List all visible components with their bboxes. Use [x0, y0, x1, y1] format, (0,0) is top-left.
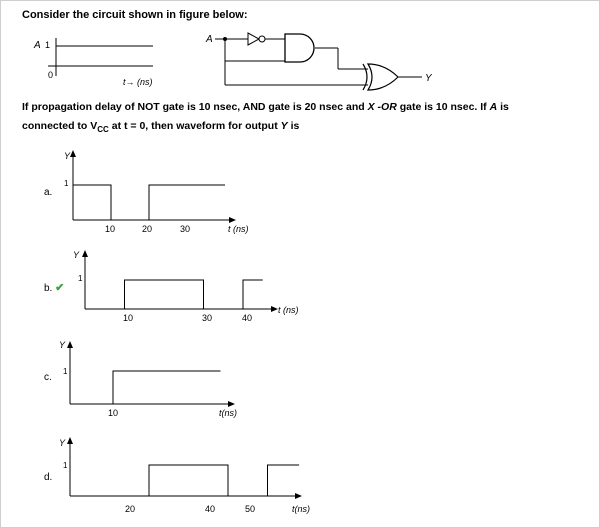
input-signal-label: A [34, 40, 41, 51]
option-b-y-label: Y [73, 250, 80, 260]
and-gate [285, 34, 314, 62]
option-d-y-label: Y [59, 438, 66, 448]
option-a-label[interactable]: a. [44, 187, 53, 198]
question-statement-line1 [22, 101, 509, 113]
option-b-axis-label: t (ns) [278, 305, 299, 315]
option-d-one-label: 1 [63, 461, 68, 470]
option-c-one-label: 1 [63, 367, 68, 376]
statement-text: connected to V [22, 120, 98, 132]
option-d-tick-3: 50 [245, 504, 256, 514]
option-c-waveform[interactable] [57, 336, 277, 421]
circuit-output-label: Y [425, 73, 432, 84]
statement-var-y: Y [280, 120, 288, 132]
option-a-x-arrow [229, 217, 236, 223]
option-d-axis-label: t(ns) [292, 504, 310, 514]
input-waveform [28, 36, 188, 96]
option-b-wave [85, 280, 263, 309]
option-d-waveform[interactable] [57, 432, 337, 517]
option-d-label[interactable]: d. [44, 472, 53, 483]
option-b-y-arrow [82, 250, 88, 257]
statement-text: gate is 10 nsec. If [396, 101, 490, 113]
option-a-y-label: Y [64, 151, 71, 161]
option-c-y-label: Y [59, 340, 66, 350]
option-a-y-arrow [70, 150, 76, 157]
option-a-tick-2: 20 [142, 224, 153, 234]
option-b-tick-2: 30 [202, 313, 213, 323]
option-d-x-arrow [295, 493, 302, 499]
question-title: Consider the circuit shown in figure below: [22, 9, 248, 21]
option-d-wave [70, 465, 299, 496]
option-a-tick-1: 10 [105, 224, 116, 234]
question-statement-line2 [22, 120, 299, 134]
option-d-tick-2: 40 [205, 504, 216, 514]
waveform-trace [73, 185, 225, 220]
waveform-trace [85, 280, 263, 309]
option-b-one-label: 1 [78, 274, 83, 283]
option-a-waveform[interactable] [58, 150, 298, 240]
option-a-axis-label: t (ns) [228, 224, 249, 234]
not-gate [248, 33, 265, 45]
statement-text: at t = 0, then waveform for output [108, 120, 281, 132]
option-b-x-arrow [271, 306, 278, 312]
check-icon: ✔ [55, 282, 65, 294]
option-b-text: b. [44, 283, 53, 294]
option-d-tick-1: 20 [125, 504, 136, 514]
input-time-label: t→ (ns) [123, 77, 153, 87]
option-a-wave [73, 185, 225, 220]
input-low-label: 0 [48, 70, 54, 80]
option-a-tick-3: 30 [180, 224, 191, 234]
statement-xor: X -OR [367, 101, 397, 113]
option-c-axis-label: t(ns) [219, 408, 237, 418]
input-high-label: 1 [45, 40, 51, 50]
statement-var-a: A [489, 101, 498, 113]
option-a-one-label: 1 [64, 179, 69, 188]
statement-text: If propagation delay of NOT gate is 10 nsec, AND gate is 20 nsec and [22, 101, 368, 113]
circuit-input-label: A [206, 34, 213, 45]
option-c-tick-1: 10 [108, 408, 119, 418]
statement-vcc-subscript: CC [97, 125, 109, 135]
circuit-diagram [200, 30, 440, 100]
option-b-tick-3: 40 [242, 313, 253, 323]
option-c-x-arrow [228, 401, 235, 407]
waveform-trace [70, 371, 221, 404]
option-c-wave [70, 371, 221, 404]
statement-text: is [287, 120, 300, 132]
option-d-y-arrow [67, 437, 73, 444]
option-c-y-arrow [67, 341, 73, 348]
option-b-waveform[interactable] [70, 243, 330, 328]
option-c-label[interactable]: c. [44, 372, 52, 383]
statement-text: is [497, 101, 509, 113]
option-b-tick-1: 10 [123, 313, 134, 323]
waveform-trace [70, 465, 299, 496]
option-b-label[interactable] [44, 281, 64, 294]
xor-gate [363, 64, 398, 90]
